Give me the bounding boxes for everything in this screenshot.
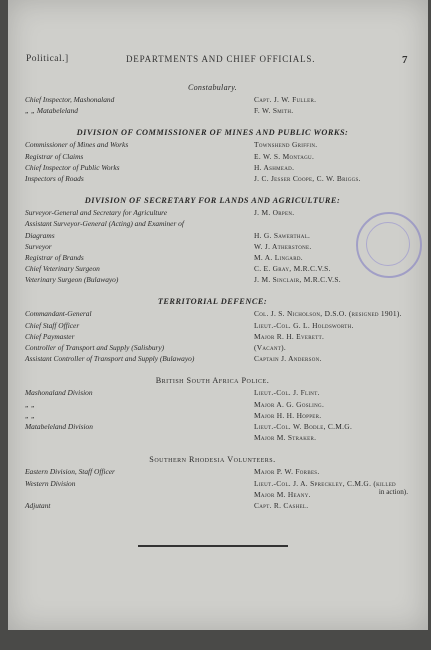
official-row xyxy=(25,139,400,150)
office-title: Western Division xyxy=(25,478,76,488)
section-heading: British South Africa Police. xyxy=(155,376,270,386)
office-title: Assistant Controller of Transport and Supply (Bulawayo) xyxy=(25,354,195,364)
official-name: C. E. Gray, M.R.C.V.S. xyxy=(254,264,331,274)
official-row xyxy=(25,241,400,252)
office-title: Commissioner of Mines and Works xyxy=(25,140,129,150)
office-title: Eastern Division, Staff Officer xyxy=(25,467,115,477)
official-row xyxy=(25,432,400,443)
office-title: Chief Inspector, Mashonaland xyxy=(25,95,115,104)
section-gap xyxy=(25,443,400,452)
official-name: Lieut.-Col. J. Flint. xyxy=(254,388,320,398)
official-name: Major A. G. Gosling. xyxy=(254,399,325,409)
office-title: Commandant-General xyxy=(25,309,92,319)
office-title: Inspectors of Roads xyxy=(25,173,84,183)
office-title: „ „ xyxy=(25,399,36,409)
section-heading: DIVISION OF SECRETARY FOR LANDS AND AGRICULTURE: xyxy=(84,196,341,206)
office-title: Adjutant xyxy=(25,500,51,510)
official-name: J. C. Jesser Coope, C. W. Briggs. xyxy=(254,173,361,183)
official-name: Lieut.-Col. G. L. Holdsworth. xyxy=(254,320,354,330)
official-row xyxy=(25,489,400,500)
official-name: Major H. H. Hopper. xyxy=(254,410,322,420)
official-row xyxy=(25,387,400,398)
official-row xyxy=(25,308,400,319)
official-row xyxy=(25,218,400,229)
official-row xyxy=(25,331,400,342)
official-row xyxy=(25,500,400,511)
official-row xyxy=(25,342,400,353)
official-name: Major M. Straker. xyxy=(254,433,317,443)
office-title: Surveyor xyxy=(25,241,52,251)
official-name: Capt. R. Cashel. xyxy=(254,500,309,510)
office-title: Assistant Surveyor-General (Acting) and Examiner of xyxy=(25,219,184,229)
office-title: Diagrams xyxy=(25,230,55,240)
official-name: Major M. Heany. xyxy=(254,489,311,499)
official-row xyxy=(25,274,400,285)
official-row xyxy=(25,105,400,116)
officials-listing xyxy=(25,80,408,511)
section-heading: DIVISION OF COMMISSIONER OF MINES AND PUBLIC WORKS: xyxy=(76,128,349,138)
section-gap xyxy=(25,184,400,193)
official-name: M. A. Lingard. xyxy=(254,252,303,262)
official-name: Col. J. S. Nicholson, D.S.O. (resigned 1901). xyxy=(254,309,402,319)
office-title: Chief Staff Officer xyxy=(25,320,80,330)
official-name: F. W. Smith. xyxy=(254,106,294,116)
closing-rule xyxy=(138,545,288,547)
office-title: Chief Inspector of Public Works xyxy=(25,162,120,172)
official-name: J. M. Orpen. xyxy=(254,208,295,218)
office-title: „ „ xyxy=(25,410,36,420)
official-name: Major R. H. Everett. xyxy=(254,331,325,341)
official-name: W. J. Atherstone. xyxy=(254,241,312,251)
section-heading: Constabulary. xyxy=(187,83,238,92)
official-row xyxy=(25,173,400,184)
office-title: Chief Paymaster xyxy=(25,331,75,341)
official-row xyxy=(25,263,400,274)
official-row xyxy=(25,410,400,421)
section-heading: TERRITORIAL DEFENCE: xyxy=(157,297,268,307)
office-title: Surveyor-General and Secretary for Agriculture xyxy=(25,208,168,218)
official-name: J. M. Sinclair, M.R.C.V.S. xyxy=(254,275,341,285)
official-name: (Vacant). xyxy=(254,343,287,352)
official-name: Townshend Griffin. xyxy=(254,140,318,150)
official-row xyxy=(25,320,400,331)
book-page xyxy=(8,0,428,630)
official-name: H. G. Sawerthal. xyxy=(254,230,311,240)
official-row xyxy=(25,252,400,263)
header-section-label: Political.] xyxy=(26,54,69,64)
office-title: Mashonaland Division xyxy=(25,388,93,398)
official-row xyxy=(25,466,400,477)
office-title: Registrar of Brands xyxy=(25,252,84,262)
official-name: Lieut.-Col. W. Bodle, C.M.G. xyxy=(254,421,353,431)
section-gap xyxy=(25,116,400,125)
official-row xyxy=(25,94,400,105)
office-title: Controller of Transport and Supply (Salisbury) xyxy=(25,343,165,352)
official-name: Lieut.-Col. J. A. Spreckley, C.M.G. (killed xyxy=(254,478,396,488)
official-name: H. Ashmead. xyxy=(254,162,295,172)
office-title: Chief Veterinary Surgeon xyxy=(25,264,100,274)
header-title: DEPARTMENTS AND CHIEF OFFICIALS. xyxy=(126,54,316,64)
official-row xyxy=(25,230,400,241)
official-name: Captain J. Anderson. xyxy=(254,354,322,364)
office-title: Matabeleland Division xyxy=(25,421,93,431)
section-gap xyxy=(25,285,400,294)
official-name: E. W. S. Montagu. xyxy=(254,151,315,161)
official-row xyxy=(25,399,400,410)
section-gap xyxy=(25,364,400,373)
name-note: in action). xyxy=(378,487,408,496)
office-title: „ „ Matabeleland xyxy=(25,106,78,116)
official-row xyxy=(25,353,400,364)
office-title: Registrar of Claims xyxy=(25,151,84,161)
official-name: Major P. W. Forbes. xyxy=(254,467,320,477)
official-row xyxy=(25,421,400,432)
official-row xyxy=(25,162,400,173)
official-name: Capt. J. W. Fuller. xyxy=(254,95,317,104)
official-row xyxy=(25,151,400,162)
office-title: Veterinary Surgeon (Bulawayo) xyxy=(25,275,119,285)
page-number: 7 xyxy=(402,54,408,66)
official-row xyxy=(25,207,400,218)
section-heading: Southern Rhodesia Volunteers. xyxy=(149,455,276,465)
